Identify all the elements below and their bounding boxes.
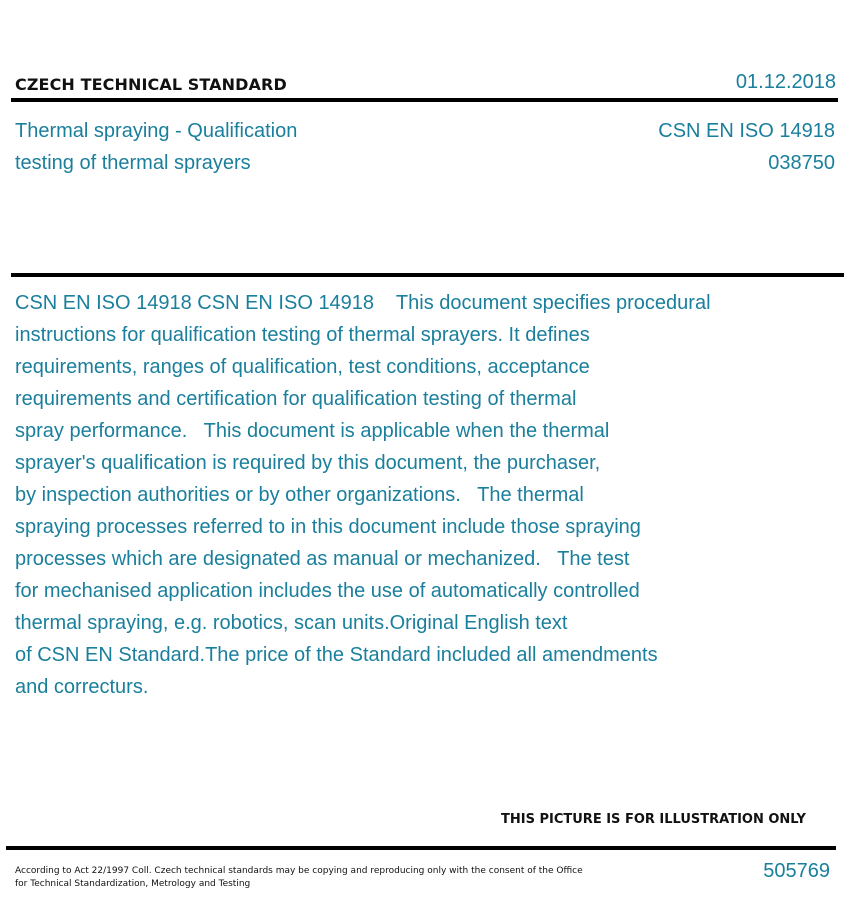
abstract-line: by inspection authorities or by other organizations. The thermal	[15, 484, 584, 506]
document-number: 505769	[763, 860, 830, 882]
abstract-line: for mechanised application includes the use of automatically controlled	[15, 580, 640, 602]
abstract-line: and correcturs.	[15, 676, 149, 698]
abstract-line: spray performance. This document is applicable when the thermal	[15, 420, 610, 442]
header-date: 01.12.2018	[735, 71, 836, 93]
abstract-line: spraying processes referred to in this document include those spraying	[15, 516, 641, 538]
header-divider	[11, 98, 838, 102]
abstract-line: requirements, ranges of qualification, test conditions, acceptance	[15, 356, 590, 378]
standard-class-number: 038750	[768, 152, 835, 174]
abstract-line: thermal spraying, e.g. robotics, scan units.Original English text	[15, 612, 568, 634]
abstract-line: sprayer's qualification is required by this document, the purchaser,	[15, 452, 601, 474]
header-title: CZECH TECHNICAL STANDARD	[15, 75, 287, 94]
abstract-line: of CSN EN Standard.The price of the Standard included all amendments	[15, 644, 658, 666]
illustration-note: THIS PICTURE IS FOR ILLUSTRATION ONLY	[501, 812, 806, 827]
legal-notice	[15, 865, 595, 891]
abstract-line: requirements and certification for qualification testing of thermal	[15, 388, 577, 410]
abstract-line: processes which are designated as manual or mechanized. The test	[15, 548, 630, 570]
standard-title-line: Thermal spraying - Qualification	[15, 120, 298, 142]
standard-title-line: testing of thermal sprayers	[15, 152, 251, 174]
legal-notice-line: According to Act 22/1997 Coll. Czech technical standards may be copying and reproducing only with the consent of the Office	[15, 866, 583, 876]
standard-title	[15, 115, 297, 179]
abstract-line: instructions for qualification testing of thermal sprayers. It defines	[15, 324, 590, 346]
standard-code: CSN EN ISO 14918	[658, 120, 835, 142]
abstract-line: CSN EN ISO 14918 CSN EN ISO 14918 This document specifies procedural	[15, 292, 711, 314]
abstract-text	[15, 287, 785, 703]
standard-info	[658, 115, 835, 179]
footer-divider	[6, 846, 836, 850]
legal-notice-line: for Technical Standardization, Metrology and Testing	[15, 879, 251, 889]
section-divider	[11, 273, 844, 277]
